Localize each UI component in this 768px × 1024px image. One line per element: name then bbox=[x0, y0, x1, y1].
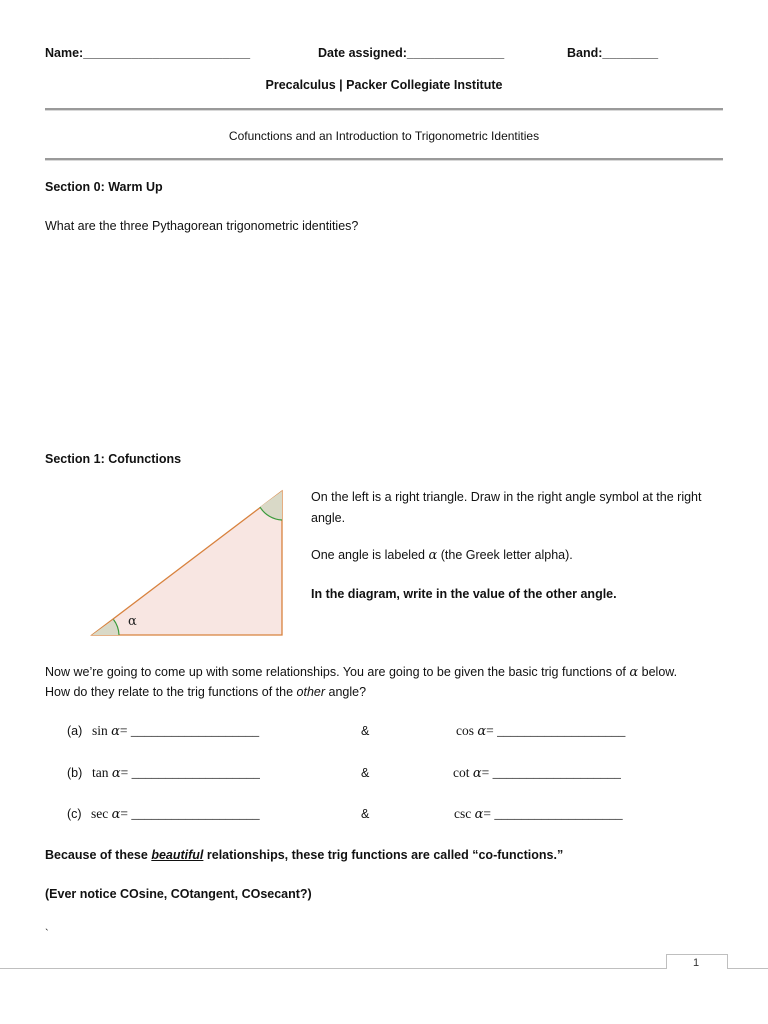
answer-blank[interactable]: ___________________ bbox=[492, 765, 621, 780]
band-blank: ________ bbox=[602, 46, 659, 60]
ampersand: & bbox=[361, 807, 370, 821]
section1-heading: Section 1: Cofunctions bbox=[45, 452, 182, 466]
ampersand: & bbox=[361, 724, 370, 738]
ampersand: & bbox=[361, 766, 370, 780]
section0-question: What are the three Pythagorean trigonometric identities? bbox=[45, 219, 359, 233]
course-line: Precalculus | Packer Collegiate Institute bbox=[265, 78, 503, 92]
beautiful-word: beautiful bbox=[151, 848, 204, 862]
band-label: Band: bbox=[567, 46, 603, 60]
alpha-symbol: α bbox=[428, 548, 438, 563]
alpha-symbol: α bbox=[629, 665, 639, 680]
cofunction-notice: (Ever notice COsine, COtangent, COsecant?) bbox=[45, 887, 312, 901]
right-expression: cot α= ___________________ bbox=[453, 765, 621, 781]
instruction-3: In the diagram, write in the value of the other angle. bbox=[311, 587, 617, 601]
name-field bbox=[45, 46, 250, 60]
answer-blank[interactable]: ___________________ bbox=[494, 806, 623, 821]
item-label: (b) bbox=[67, 766, 83, 780]
page-number: 1 bbox=[692, 957, 700, 969]
left-expression: sin α= ___________________ bbox=[92, 723, 260, 739]
date-field bbox=[318, 46, 504, 60]
item-label: (c) bbox=[67, 807, 82, 821]
item-label: (a) bbox=[67, 724, 83, 738]
instruction-1-line1: On the left is a right triangle. Draw in the right angle symbol at the right bbox=[311, 490, 702, 504]
date-label: Date assigned: bbox=[318, 46, 407, 60]
right-triangle-diagram bbox=[88, 487, 288, 639]
date-blank: ______________ bbox=[406, 46, 505, 60]
intro-line2: How do they relate to the trig functions of the other angle? bbox=[45, 685, 367, 699]
triangle-shape bbox=[92, 491, 282, 635]
answer-blank[interactable]: ___________________ bbox=[130, 723, 260, 738]
band-field bbox=[567, 46, 658, 60]
divider-top bbox=[45, 108, 723, 110]
name-blank: ________________________ bbox=[83, 46, 251, 60]
name-label: Name: bbox=[45, 46, 84, 60]
footer-line bbox=[0, 968, 768, 969]
right-expression: cos α= ___________________ bbox=[456, 723, 626, 739]
instruction-2: One angle is labeled α (the Greek letter alpha). bbox=[311, 548, 573, 563]
worksheet-title: Cofunctions and an Introduction to Trigonometric Identities bbox=[228, 129, 540, 143]
right-expression: csc α= ___________________ bbox=[454, 806, 623, 822]
instruction-1-line2: angle. bbox=[311, 511, 346, 525]
answer-blank[interactable]: ___________________ bbox=[497, 723, 626, 738]
because-statement: Because of these beautiful relationships, these trig functions are called “co-functions.” bbox=[45, 848, 564, 862]
left-expression: tan α= ___________________ bbox=[92, 765, 260, 781]
diagram-alpha-label: α bbox=[128, 614, 137, 629]
intro-line1: Now we’re going to come up with some relationships. You are going to be given the basic trig functions of α below. bbox=[45, 665, 678, 680]
left-expression: sec α= ___________________ bbox=[91, 806, 260, 822]
answer-blank[interactable]: ___________________ bbox=[131, 765, 260, 780]
section0-heading: Section 0: Warm Up bbox=[45, 180, 163, 194]
divider-bottom bbox=[45, 158, 723, 160]
answer-blank[interactable]: ___________________ bbox=[131, 806, 260, 821]
stray-mark: ` bbox=[45, 928, 49, 940]
